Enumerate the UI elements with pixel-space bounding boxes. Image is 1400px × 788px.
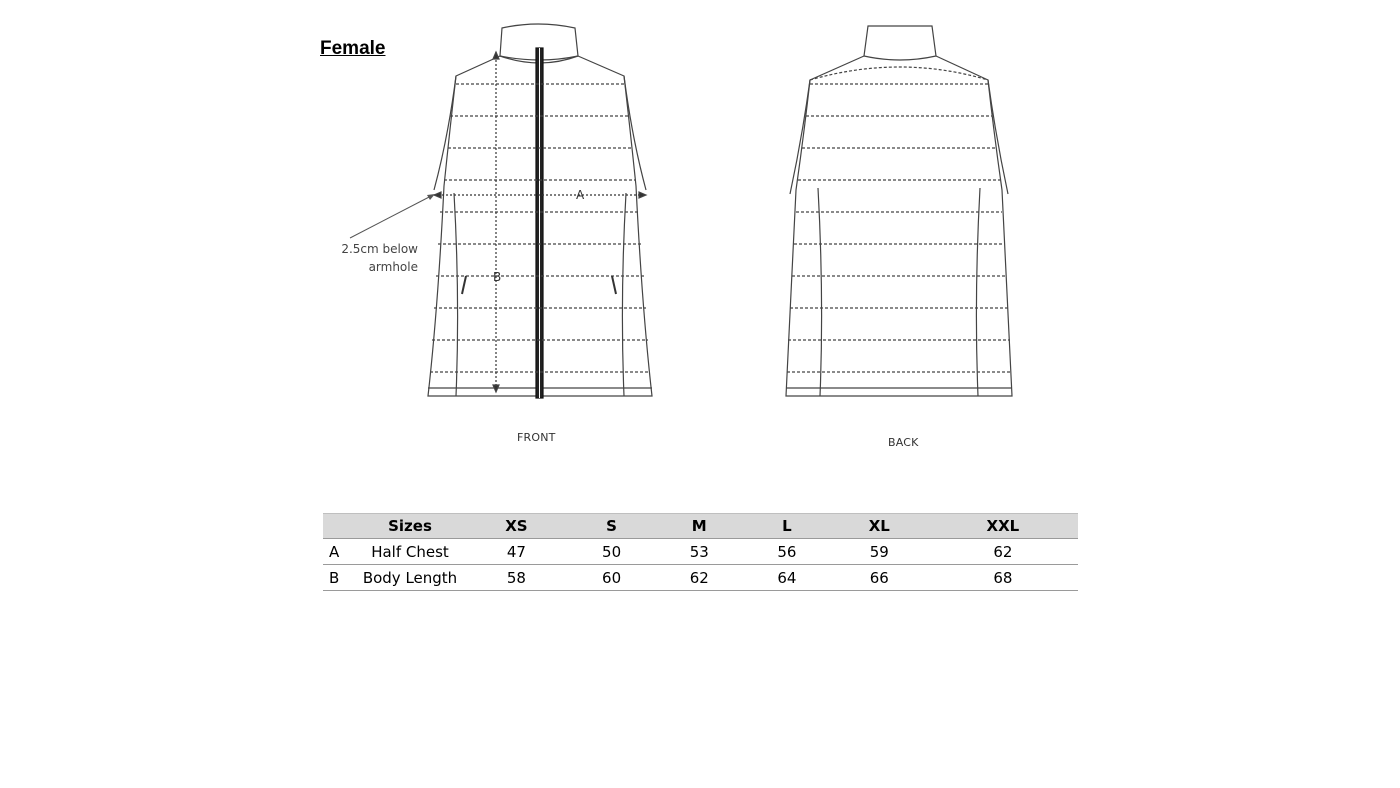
header-size-m: M — [655, 514, 743, 539]
row-code: A — [323, 539, 355, 565]
table-cell: 59 — [831, 539, 928, 565]
table-row-half-chest — [323, 539, 1078, 565]
header-size-l: L — [743, 514, 831, 539]
table-cell: 66 — [831, 565, 928, 591]
front-label: FRONT — [517, 431, 556, 444]
table-cell: 56 — [743, 539, 831, 565]
header-size-xs: XS — [465, 514, 568, 539]
back-label: BACK — [888, 436, 919, 449]
vest-back-illustration — [780, 18, 1020, 408]
header-code-cell — [323, 514, 355, 539]
row-measure-name: Half Chest — [355, 539, 465, 565]
table-cell: 50 — [568, 539, 656, 565]
armhole-note — [338, 240, 418, 276]
table-cell: 62 — [928, 539, 1078, 565]
table-cell: 64 — [743, 565, 831, 591]
armhole-note-line1: 2.5cm below — [341, 242, 418, 256]
table-cell: 62 — [655, 565, 743, 591]
table-cell: 68 — [928, 565, 1078, 591]
armhole-pointer-arrow — [345, 190, 440, 240]
row-measure-name: Body Length — [355, 565, 465, 591]
table-cell: 47 — [465, 539, 568, 565]
table-row-body-length — [323, 565, 1078, 591]
page-title: Female — [320, 38, 386, 59]
table-header-row — [323, 514, 1078, 539]
table-cell: 53 — [655, 539, 743, 565]
marker-b: B — [493, 270, 502, 284]
marker-a: A — [576, 188, 585, 202]
table-cell: 58 — [465, 565, 568, 591]
size-chart-table — [323, 513, 1078, 591]
table-cell: 60 — [568, 565, 656, 591]
header-size-s: S — [568, 514, 656, 539]
vest-front-illustration — [420, 18, 660, 408]
header-size-xxl: XXL — [928, 514, 1078, 539]
row-code: B — [323, 565, 355, 591]
armhole-note-line2: armhole — [368, 260, 418, 274]
header-size-xl: XL — [831, 514, 928, 539]
header-sizes-label: Sizes — [355, 514, 465, 539]
